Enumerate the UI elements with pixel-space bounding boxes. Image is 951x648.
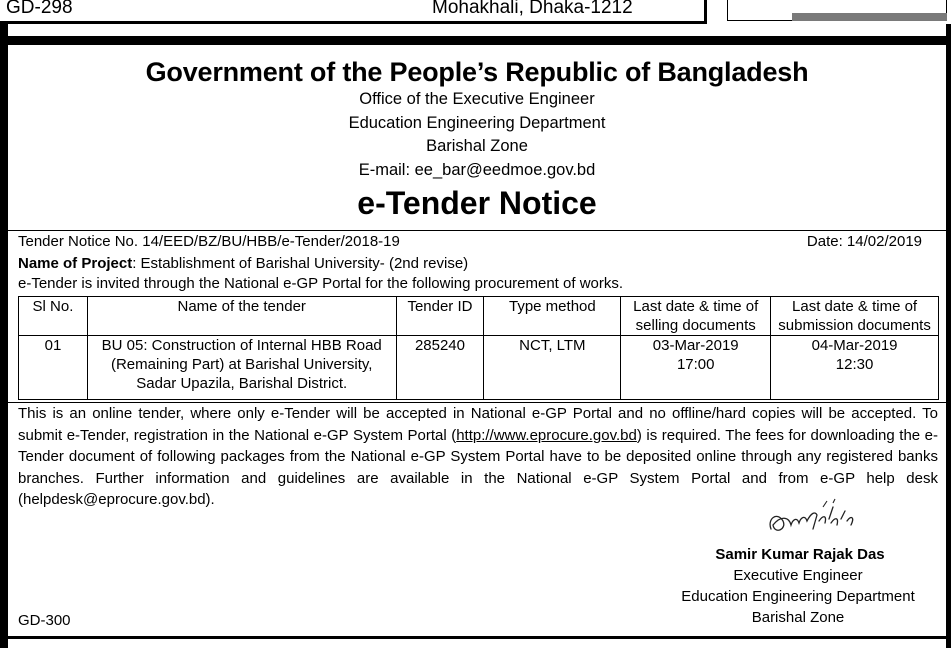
previous-notice-code: GD-298 [6,0,73,18]
tender-table [18,296,939,400]
signatory-designation: Executive Engineer [733,567,863,584]
project-value: : Establishment of Barishal University- (2nd revise) [132,255,469,272]
header-sl-no: Sl No. [19,297,88,336]
handwritten-signature [763,495,863,545]
tender-notice [8,45,946,648]
notice-code: GD-300 [18,612,71,629]
government-heading: Government of the People’s Republic of Bangladesh [145,57,809,87]
separator-bar [0,36,951,45]
signatory-name: Samir Kumar Rajak Das [715,546,885,563]
email-line: E-mail: ee_bar@eedmoe.gov.bd [358,161,596,179]
header-type-method: Type method [484,297,621,336]
header-text: submission documents [778,317,931,334]
divider [704,0,707,24]
cell-text: (Remaining Part) at Barishal University, [110,356,373,373]
cell-text: 12:30 [835,356,874,373]
adjacent-box-fill [792,13,947,21]
header-tender-name: Name of the tender [87,297,396,336]
header-submission-deadline [771,297,939,336]
cell-selling-deadline [621,336,771,400]
signatory-department: Education Engineering Department [681,588,915,605]
notice-title: e-Tender Notice [357,185,597,221]
cell-sl-no: 01 [19,336,88,400]
right-border [946,24,951,648]
table-header-row [19,297,939,336]
header-text: Last date & time of [792,298,918,315]
cell-text: 17:00 [676,356,715,373]
table-row [19,336,939,400]
egp-portal-link[interactable]: http://www.eprocure.gov.bd [456,426,637,444]
department-line: Education Engineering Department [348,114,606,132]
cell-text: BU 05: Construction of Internal HBB Road [101,337,382,354]
paragraph-text: This is an online tender, where only e-Tender will be accepted in National e-GP Portal and no offline/hard copies will be accepted. To submit e-Tender, registration in the National e-GP System Portal ( [18,405,938,444]
project-name [18,255,468,272]
divider [0,21,706,24]
divider [8,636,946,639]
cell-text: 03-Mar-2019 [652,337,739,354]
office-line: Office of the Executive Engineer [359,90,595,108]
invitation-text: e-Tender is invited through the National e-GP Portal for the following procurement of works. [18,275,624,292]
signatory-zone: Barishal Zone [751,609,845,626]
header-tender-id: Tender ID [396,297,484,336]
zone-line: Barishal Zone [426,137,528,155]
header-selling-deadline [621,297,771,336]
paragraph-text: ) is required. The fees for downloading the e-Tender document of following packages from the National e-GP System Portal have to be deposited online through any registered banks branches. Further information and guidelines are available in the National e-GP System Portal and from e-GP help desk (helpdesk@eprocure.gov.bd). [18,426,938,508]
notice-date: Date: 14/02/2019 [806,233,922,250]
project-label: Name of Project [18,255,133,272]
previous-notice-address: Mohakhali, Dhaka-1212 [432,0,633,18]
header-text: selling documents [635,317,756,334]
cell-tender-name [87,336,396,400]
cell-text: Sadar Upazila, Barishal District. [136,375,348,392]
cell-submission-deadline [771,336,939,400]
cell-type-method: NCT, LTM [484,336,621,400]
header-text: Last date & time of [633,298,759,315]
divider [8,230,946,231]
left-border [0,24,8,648]
cell-text: 04-Mar-2019 [811,337,898,354]
tender-notice-number: Tender Notice No. 14/EED/BZ/BU/HBB/e-Tender/2018-19 [18,233,400,250]
cell-tender-id: 285240 [396,336,484,400]
